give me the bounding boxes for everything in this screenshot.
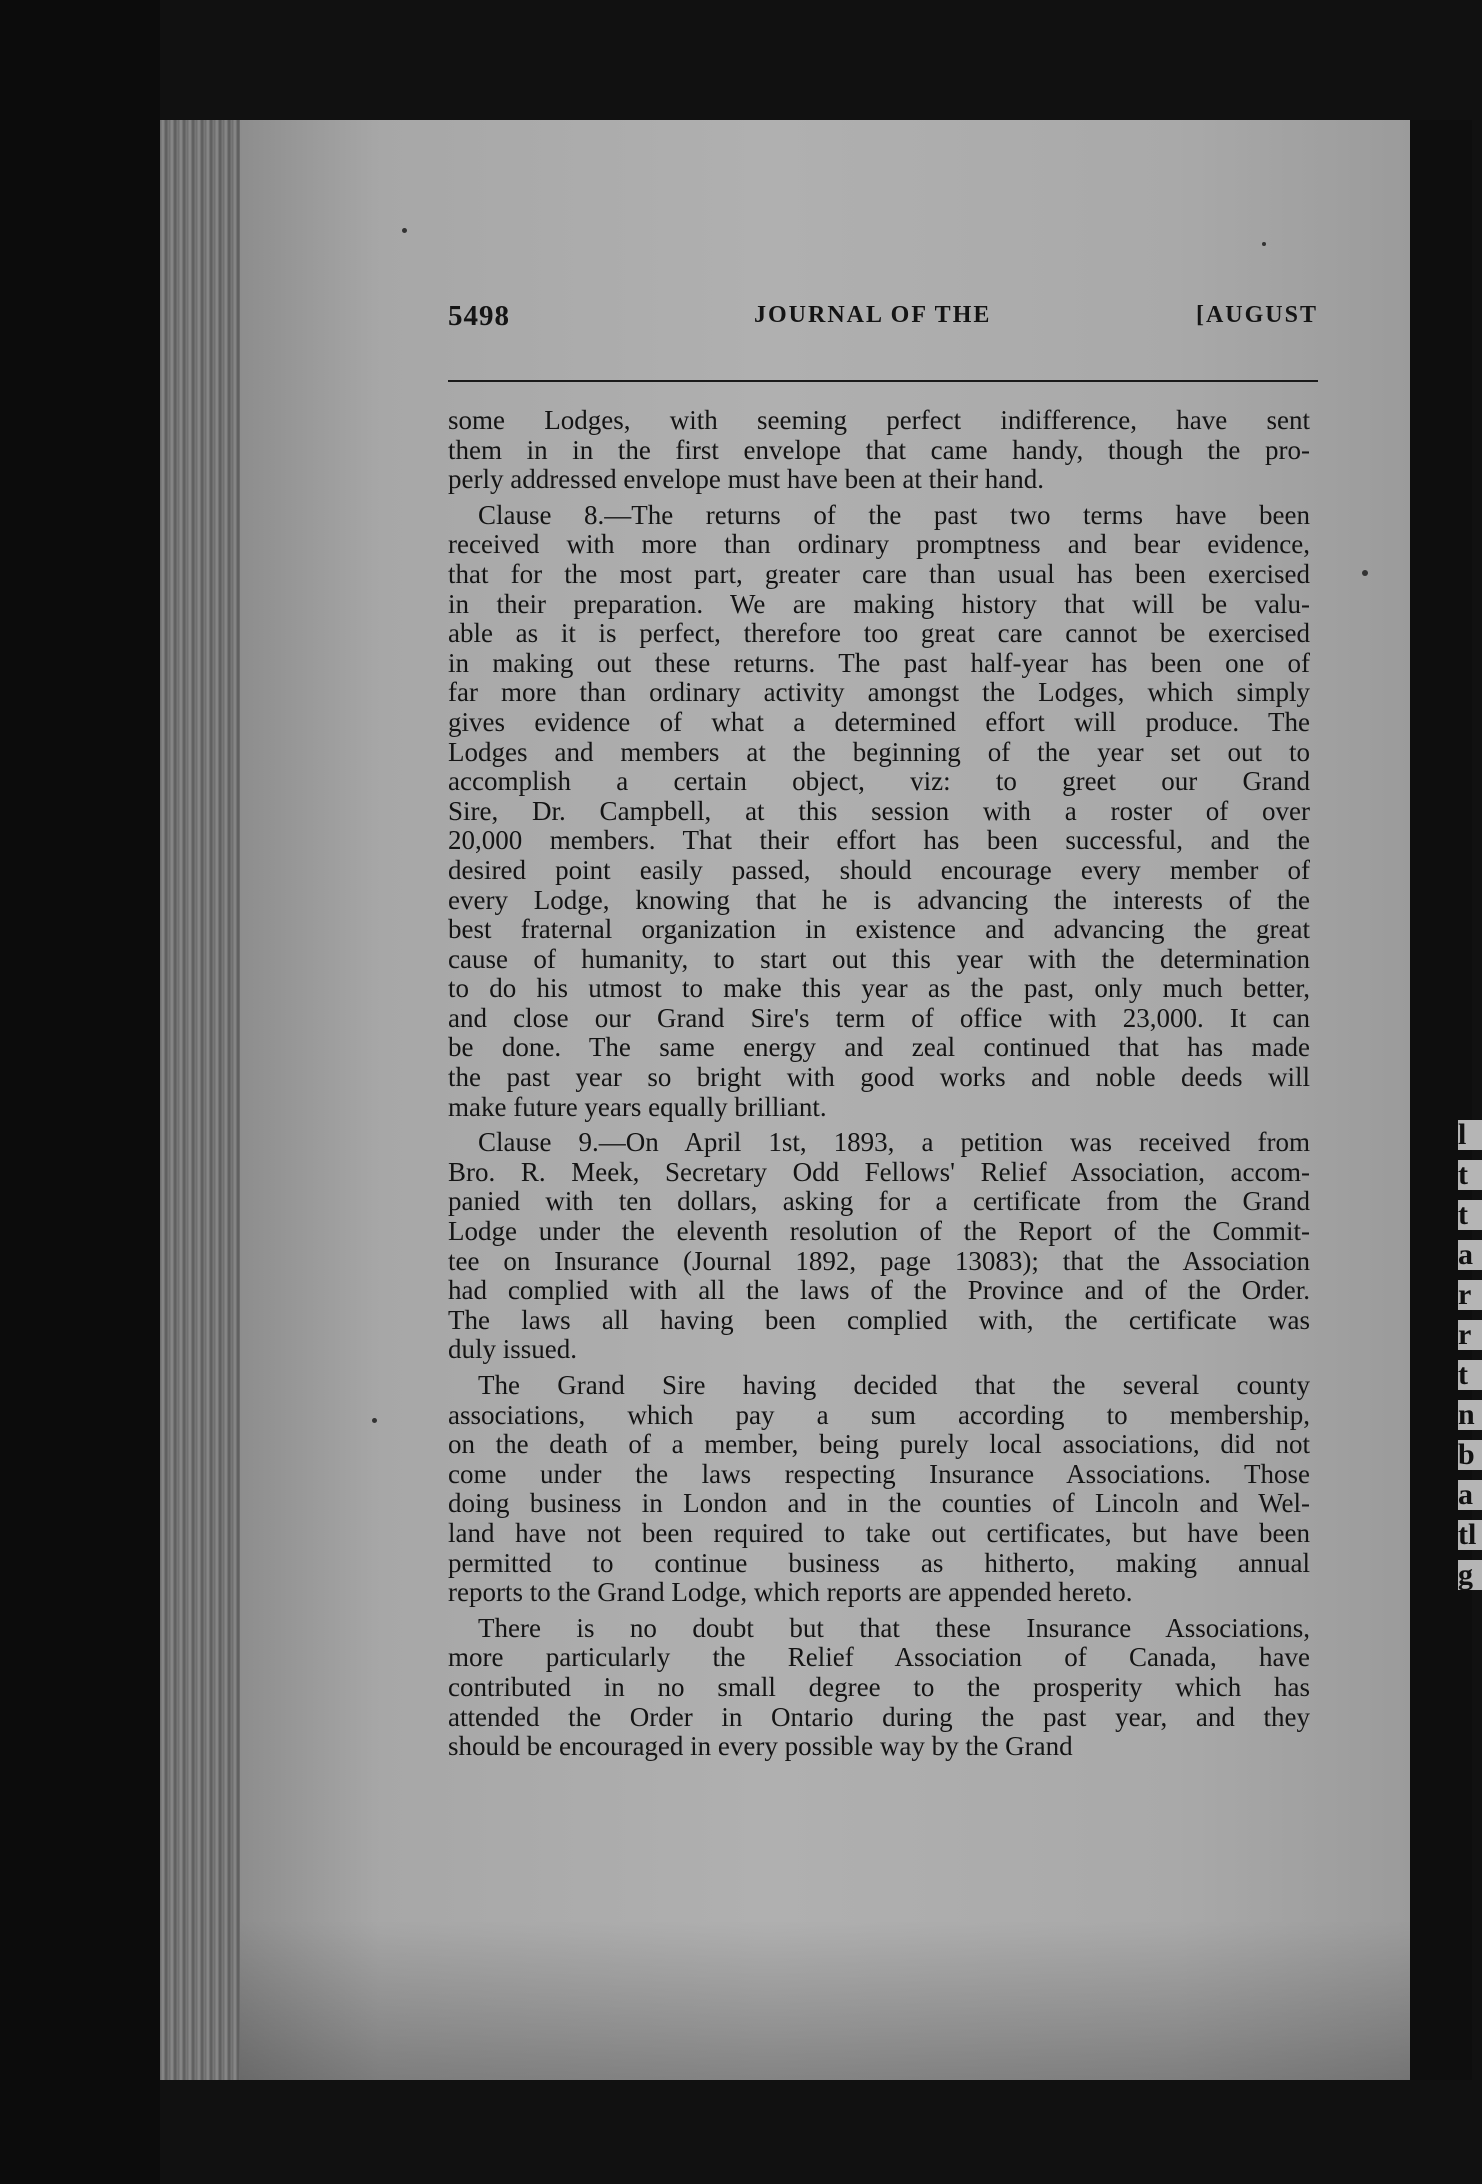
facing-page-fragment: l (1458, 1120, 1482, 1150)
text-line: The laws all having been complied with, the certificate was (448, 1304, 1310, 1335)
text-line: be done. The same energy and zeal continued that has made (448, 1032, 1310, 1063)
text-line: duly issued. (448, 1334, 578, 1365)
text-line: to do his utmost to make this year as the past, only much better, (448, 973, 1310, 1004)
text-line: reports to the Grand Lodge, which reports are appended hereto. (448, 1577, 1133, 1608)
text-line: them in in the first envelope that came handy, though the pro- (448, 434, 1310, 465)
scan-speck (372, 1418, 377, 1423)
facing-page-fragment: n (1458, 1400, 1482, 1430)
text-line: that for the most part, greater care than usual has been exercised (448, 558, 1310, 589)
text-line: Lodge under the eleventh resolution of the Report of the Commit- (448, 1216, 1310, 1247)
text-line: Clause 8.—The returns of the past two terms have been (478, 499, 1310, 530)
text-line: tee on Insurance (Journal 1892, page 13083); that the Association (448, 1245, 1310, 1276)
facing-page-strip (1410, 120, 1477, 2080)
scan-speck (402, 228, 407, 233)
text-line: best fraternal organization in existence and advancing the great (448, 914, 1310, 945)
running-header (448, 300, 1318, 340)
text-line: Clause 9.—On April 1st, 1893, a petition was received from (478, 1127, 1310, 1158)
text-line: every Lodge, knowing that he is advancing the interests of the (448, 884, 1310, 915)
book-page-edges (160, 120, 250, 2080)
facing-page-fragment: tl (1458, 1520, 1482, 1550)
facing-page-fragment: b (1458, 1440, 1482, 1470)
text-line: and close our Grand Sire's term of office with 23,000. It can (448, 1002, 1310, 1033)
facing-page-fragment: r (1458, 1280, 1482, 1310)
facing-page-fragment: g (1458, 1560, 1482, 1590)
text-line: received with more than ordinary promptness and bear evidence, (448, 529, 1310, 560)
text-line: make future years equally brilliant. (448, 1091, 827, 1122)
text-line: attended the Order in Ontario during the past year, and they (448, 1701, 1310, 1732)
running-title: JOURNAL OF THE (754, 302, 992, 328)
running-month: [AUGUST (1195, 302, 1318, 328)
text-line: far more than ordinary activity amongst the Lodges, which simply (448, 677, 1310, 708)
text-line: associations, which pay a sum according to membership, (448, 1399, 1310, 1430)
page-number: 5498 (448, 300, 510, 332)
header-rule (448, 380, 1318, 382)
text-line: in making out these returns. The past half-year has been one of (448, 647, 1310, 678)
text-line: Bro. R. Meek, Secretary Odd Fellows' Relief Association, accom- (448, 1156, 1310, 1187)
facing-page-fragment: a (1458, 1480, 1482, 1510)
text-line: land have not been required to take out certificates, but have been (448, 1517, 1310, 1548)
text-line: Lodges and members at the beginning of the year set out to (448, 736, 1310, 767)
text-line: should be encouraged in every possible way by the Grand (448, 1731, 1073, 1762)
text-line: cause of humanity, to start out this year with the determination (448, 943, 1310, 974)
paragraph (448, 501, 1310, 1122)
text-line: had complied with all the laws of the Province and of the Order. (448, 1275, 1310, 1306)
text-line: doing business in London and in the counties of Lincoln and Wel- (448, 1488, 1310, 1519)
facing-page-fragment: r (1458, 1320, 1482, 1350)
text-line: The Grand Sire having decided that the several county (478, 1370, 1310, 1400)
scan-speck (1262, 242, 1266, 246)
paragraph (448, 1371, 1310, 1608)
facing-page-fragment: t (1458, 1160, 1482, 1190)
text-line: the past year so bright with good works and noble deeds will (448, 1062, 1310, 1093)
paragraph (448, 1128, 1310, 1365)
text-line: permitted to continue business as hitherto, making annual (448, 1547, 1310, 1578)
text-line: accomplish a certain object, viz: to greet our Grand (448, 766, 1310, 797)
text-line: in their preparation. We are making history that will be valu- (448, 588, 1310, 619)
text-line: some Lodges, with seeming perfect indifference, have sent (448, 405, 1310, 435)
paragraph (448, 1614, 1310, 1762)
text-line: more particularly the Relief Association of Canada, have (448, 1642, 1310, 1673)
text-line: on the death of a member, being purely local associations, did not (448, 1429, 1310, 1460)
scan-left-margin (0, 0, 160, 2184)
text-line: gives evidence of what a determined effort will produce. The (448, 706, 1310, 737)
text-line: perly addressed envelope must have been at their hand. (448, 464, 1045, 495)
text-line: come under the laws respecting Insurance Associations. Those (448, 1458, 1310, 1489)
facing-page-fragment: t (1458, 1200, 1482, 1230)
facing-page-fragment: t (1458, 1360, 1482, 1390)
facing-page-fragment: a (1458, 1240, 1482, 1270)
text-line: desired point easily passed, should encourage every member of (448, 854, 1310, 885)
text-line: 20,000 members. That their effort has been successful, and the (448, 825, 1310, 856)
body-text (448, 406, 1310, 1762)
text-line: panied with ten dollars, asking for a certificate from the Grand (448, 1186, 1310, 1217)
text-line: There is no doubt but that these Insurance Associations, (478, 1612, 1310, 1643)
text-line: able as it is perfect, therefore too great care cannot be exercised (448, 618, 1310, 649)
scan-speck (1362, 570, 1368, 576)
text-line: contributed in no small degree to the prosperity which has (448, 1671, 1310, 1702)
text-line: Sire, Dr. Campbell, at this session with a roster of over (448, 795, 1310, 826)
paragraph (448, 406, 1310, 495)
